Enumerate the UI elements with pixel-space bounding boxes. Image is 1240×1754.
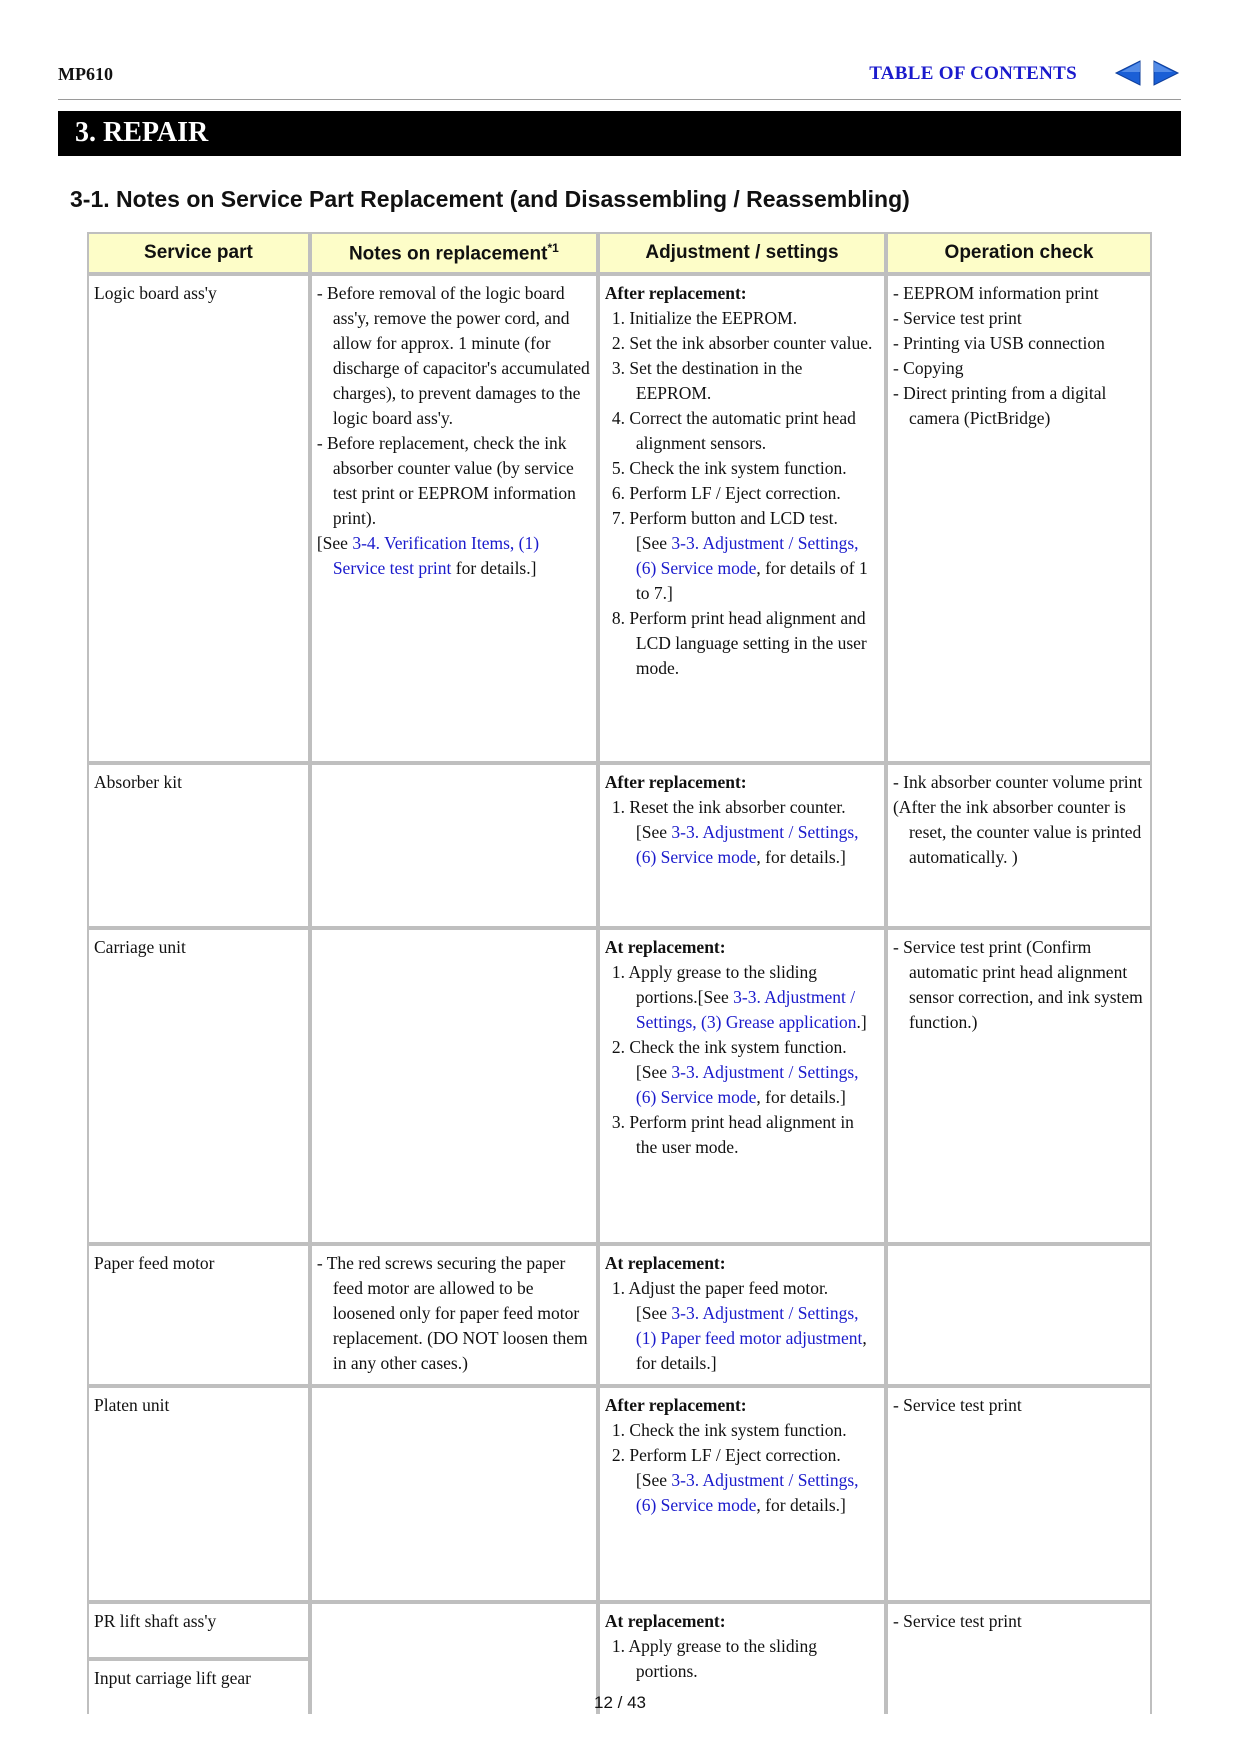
adjustment-step — [605, 960, 879, 1035]
operation-item: - Service test print — [892, 1395, 1022, 1415]
adjustment-step: 5. Check the ink system function. — [611, 458, 847, 478]
service-part-cell — [87, 1602, 310, 1659]
note-item: - Before replacement, check the ink absorber counter value (by service test print or EEPROM information print). — [316, 433, 576, 528]
adjustment-step: 2. Perform LF / Eject correction. — [611, 1445, 841, 1465]
service-part-cell — [87, 1386, 310, 1602]
adjustment-step: 1. Apply grease to the sliding portions. — [611, 1636, 818, 1681]
adjustment-step: 6. Perform LF / Eject correction. — [611, 483, 841, 503]
header-operation-check: Operation check — [886, 232, 1152, 274]
section-banner — [58, 111, 1181, 156]
see-suffix: , for details of 1 to 7.] — [635, 558, 868, 603]
adjustment-heading: At replacement: — [604, 937, 726, 957]
adjustment-see-reference — [605, 1468, 879, 1518]
table-row — [87, 1244, 1152, 1386]
service-part-cell — [87, 274, 310, 763]
adjustment-step: 3. Set the destination in the EEPROM. — [611, 358, 803, 403]
service-part-name: Platen unit — [94, 1395, 170, 1415]
adjustment-step: 1. Check the ink system function. — [611, 1420, 847, 1440]
note-see-reference — [317, 531, 591, 581]
see-suffix: , for details.] — [756, 847, 846, 867]
table-row — [87, 928, 1152, 1244]
header-divider — [58, 99, 1181, 100]
operation-cell — [886, 274, 1152, 763]
note-item: - The red screws securing the paper feed motor are allowed to be loosened only for paper feed motor replacement. (DO NOT loosen them in any other cases.) — [316, 1253, 588, 1373]
adjustment-step: 1. Initialize the EEPROM. — [611, 308, 798, 328]
operation-item: - Service test print — [892, 1611, 1022, 1631]
operation-item: - Service test print — [892, 308, 1022, 328]
operation-item: - Direct printing from a digital camera (PictBridge) — [892, 383, 1107, 428]
see-suffix: , for details.] — [635, 1328, 867, 1373]
service-part-name: PR lift shaft ass'y — [94, 1611, 217, 1631]
table-row — [87, 763, 1152, 928]
adjustment-cell — [598, 928, 886, 1244]
operation-cell — [886, 1244, 1152, 1386]
notes-cell — [310, 763, 598, 928]
adjustment-heading: At replacement: — [604, 1611, 726, 1631]
note-item: - Before removal of the logic board ass'y, remove the power cord, and allow for approx. 1 minute (for discharge of capacitor's accumulated charges), to prevent damages to the logic board ass'y. — [316, 283, 590, 428]
section-title: 3. REPAIR — [75, 117, 209, 148]
adjustment-see-reference — [605, 820, 879, 870]
see-suffix: for details.] — [451, 558, 537, 578]
adjustment-step: 1. Adjust the paper feed motor. — [611, 1278, 829, 1298]
adjustment-see-reference — [605, 1301, 879, 1376]
adjustment-cell — [598, 1386, 886, 1602]
link-grease-application[interactable]: 3-3. Adjustment / Settings, (3) Grease application — [635, 987, 857, 1032]
operation-cell — [886, 928, 1152, 1244]
link-service-mode[interactable]: 3-3. Adjustment / Settings, (6) Service mode — [635, 1062, 859, 1107]
left-triangle-arrow-icon[interactable] — [1113, 58, 1143, 88]
adjustment-heading: At replacement: — [604, 1253, 726, 1273]
operation-item: (After the ink absorber counter is reset, the counter value is printed automatically. ) — [892, 797, 1142, 867]
service-part-name: Absorber kit — [94, 772, 182, 792]
step-suffix: .] — [856, 1012, 867, 1032]
header-notes-on-replacement — [310, 232, 598, 274]
service-part-name: Logic board ass'y — [94, 283, 217, 303]
operation-item: - EEPROM information print — [892, 283, 1099, 303]
footnote-marker: *1 — [547, 240, 559, 255]
notes-cell — [310, 928, 598, 1244]
see-suffix: , for details.] — [756, 1495, 846, 1515]
service-parts-table — [87, 232, 1152, 1714]
service-part-name: Carriage unit — [94, 937, 186, 957]
service-part-name: Input carriage lift gear — [94, 1668, 251, 1688]
adjustment-step: 8. Perform print head alignment and LCD language setting in the user mode. — [611, 608, 867, 678]
page-number: 12 / 43 — [594, 1693, 646, 1712]
see-suffix: , for details.] — [756, 1087, 846, 1107]
adjustment-step: 4. Correct the automatic print head alignment sensors. — [611, 408, 856, 453]
service-part-cell — [87, 928, 310, 1244]
service-part-cell — [87, 1244, 310, 1386]
table-row — [87, 1386, 1152, 1602]
right-triangle-arrow-icon[interactable] — [1151, 58, 1181, 88]
see-prefix: [See — [635, 1303, 672, 1323]
operation-item: - Copying — [892, 358, 964, 378]
operation-item: - Ink absorber counter volume print — [892, 772, 1143, 792]
link-service-mode[interactable]: 3-3. Adjustment / Settings, (6) Service mode — [635, 533, 859, 578]
operation-cell — [886, 1386, 1152, 1602]
adjustment-cell — [598, 274, 886, 763]
table-header-row — [87, 232, 1152, 274]
see-prefix: [See — [635, 822, 672, 842]
link-service-test-print[interactable]: 3-4. Verification Items, (1) Service test print — [332, 533, 540, 578]
operation-item: - Service test print (Confirm automatic print head alignment sensor correction, and ink system function.) — [892, 937, 1143, 1032]
adjustment-heading: After replacement: — [604, 1395, 747, 1415]
see-prefix: [See — [635, 1062, 672, 1082]
header-notes-label: Notes on replacement — [348, 243, 548, 265]
service-part-name: Paper feed motor — [94, 1253, 215, 1273]
adjustment-see-reference — [605, 531, 879, 606]
subsection-title: 3-1. Notes on Service Part Replacement (and Disassembling / Reassembling) — [70, 186, 910, 212]
table-row — [87, 274, 1152, 763]
adjustment-step: 2. Check the ink system function. — [611, 1037, 847, 1057]
header-adjustment-settings: Adjustment / settings — [598, 232, 886, 274]
header-service-part: Service part — [87, 232, 310, 274]
adjustment-see-reference — [605, 1060, 879, 1110]
adjustment-step: 2. Set the ink absorber counter value. — [611, 333, 873, 353]
page-header — [58, 58, 1181, 92]
adjustment-step: 7. Perform button and LCD test. — [611, 508, 838, 528]
link-service-mode[interactable]: 3-3. Adjustment / Settings, (6) Service mode — [635, 1470, 859, 1515]
adjustment-cell — [598, 1244, 886, 1386]
adjustment-heading: After replacement: — [604, 772, 747, 792]
service-part-cell — [87, 763, 310, 928]
operation-cell — [886, 763, 1152, 928]
adjustment-cell — [598, 763, 886, 928]
see-prefix: [See — [635, 1470, 672, 1490]
notes-cell — [310, 274, 598, 763]
table-row — [87, 1602, 1152, 1659]
notes-cell — [310, 1244, 598, 1386]
adjustment-heading: After replacement: — [604, 283, 747, 303]
model-name: MP610 — [58, 64, 113, 84]
notes-cell — [310, 1386, 598, 1602]
operation-item: - Printing via USB connection — [892, 333, 1105, 353]
adjustment-step: 1. Reset the ink absorber counter. — [611, 797, 846, 817]
link-service-mode[interactable]: 3-3. Adjustment / Settings, (6) Service mode — [635, 822, 859, 867]
see-prefix: [See — [316, 533, 353, 553]
table-of-contents-link[interactable]: TABLE OF CONTENTS — [869, 63, 1077, 84]
see-prefix: [See — [635, 533, 672, 553]
adjustment-step: 3. Perform print head alignment in the user mode. — [611, 1112, 854, 1157]
step-text: 1. Apply grease to the sliding portions.[See — [611, 962, 818, 1007]
link-paper-feed-motor-adjustment[interactable]: 3-3. Adjustment / Settings, (1) Paper feed motor adjustment — [635, 1303, 863, 1348]
